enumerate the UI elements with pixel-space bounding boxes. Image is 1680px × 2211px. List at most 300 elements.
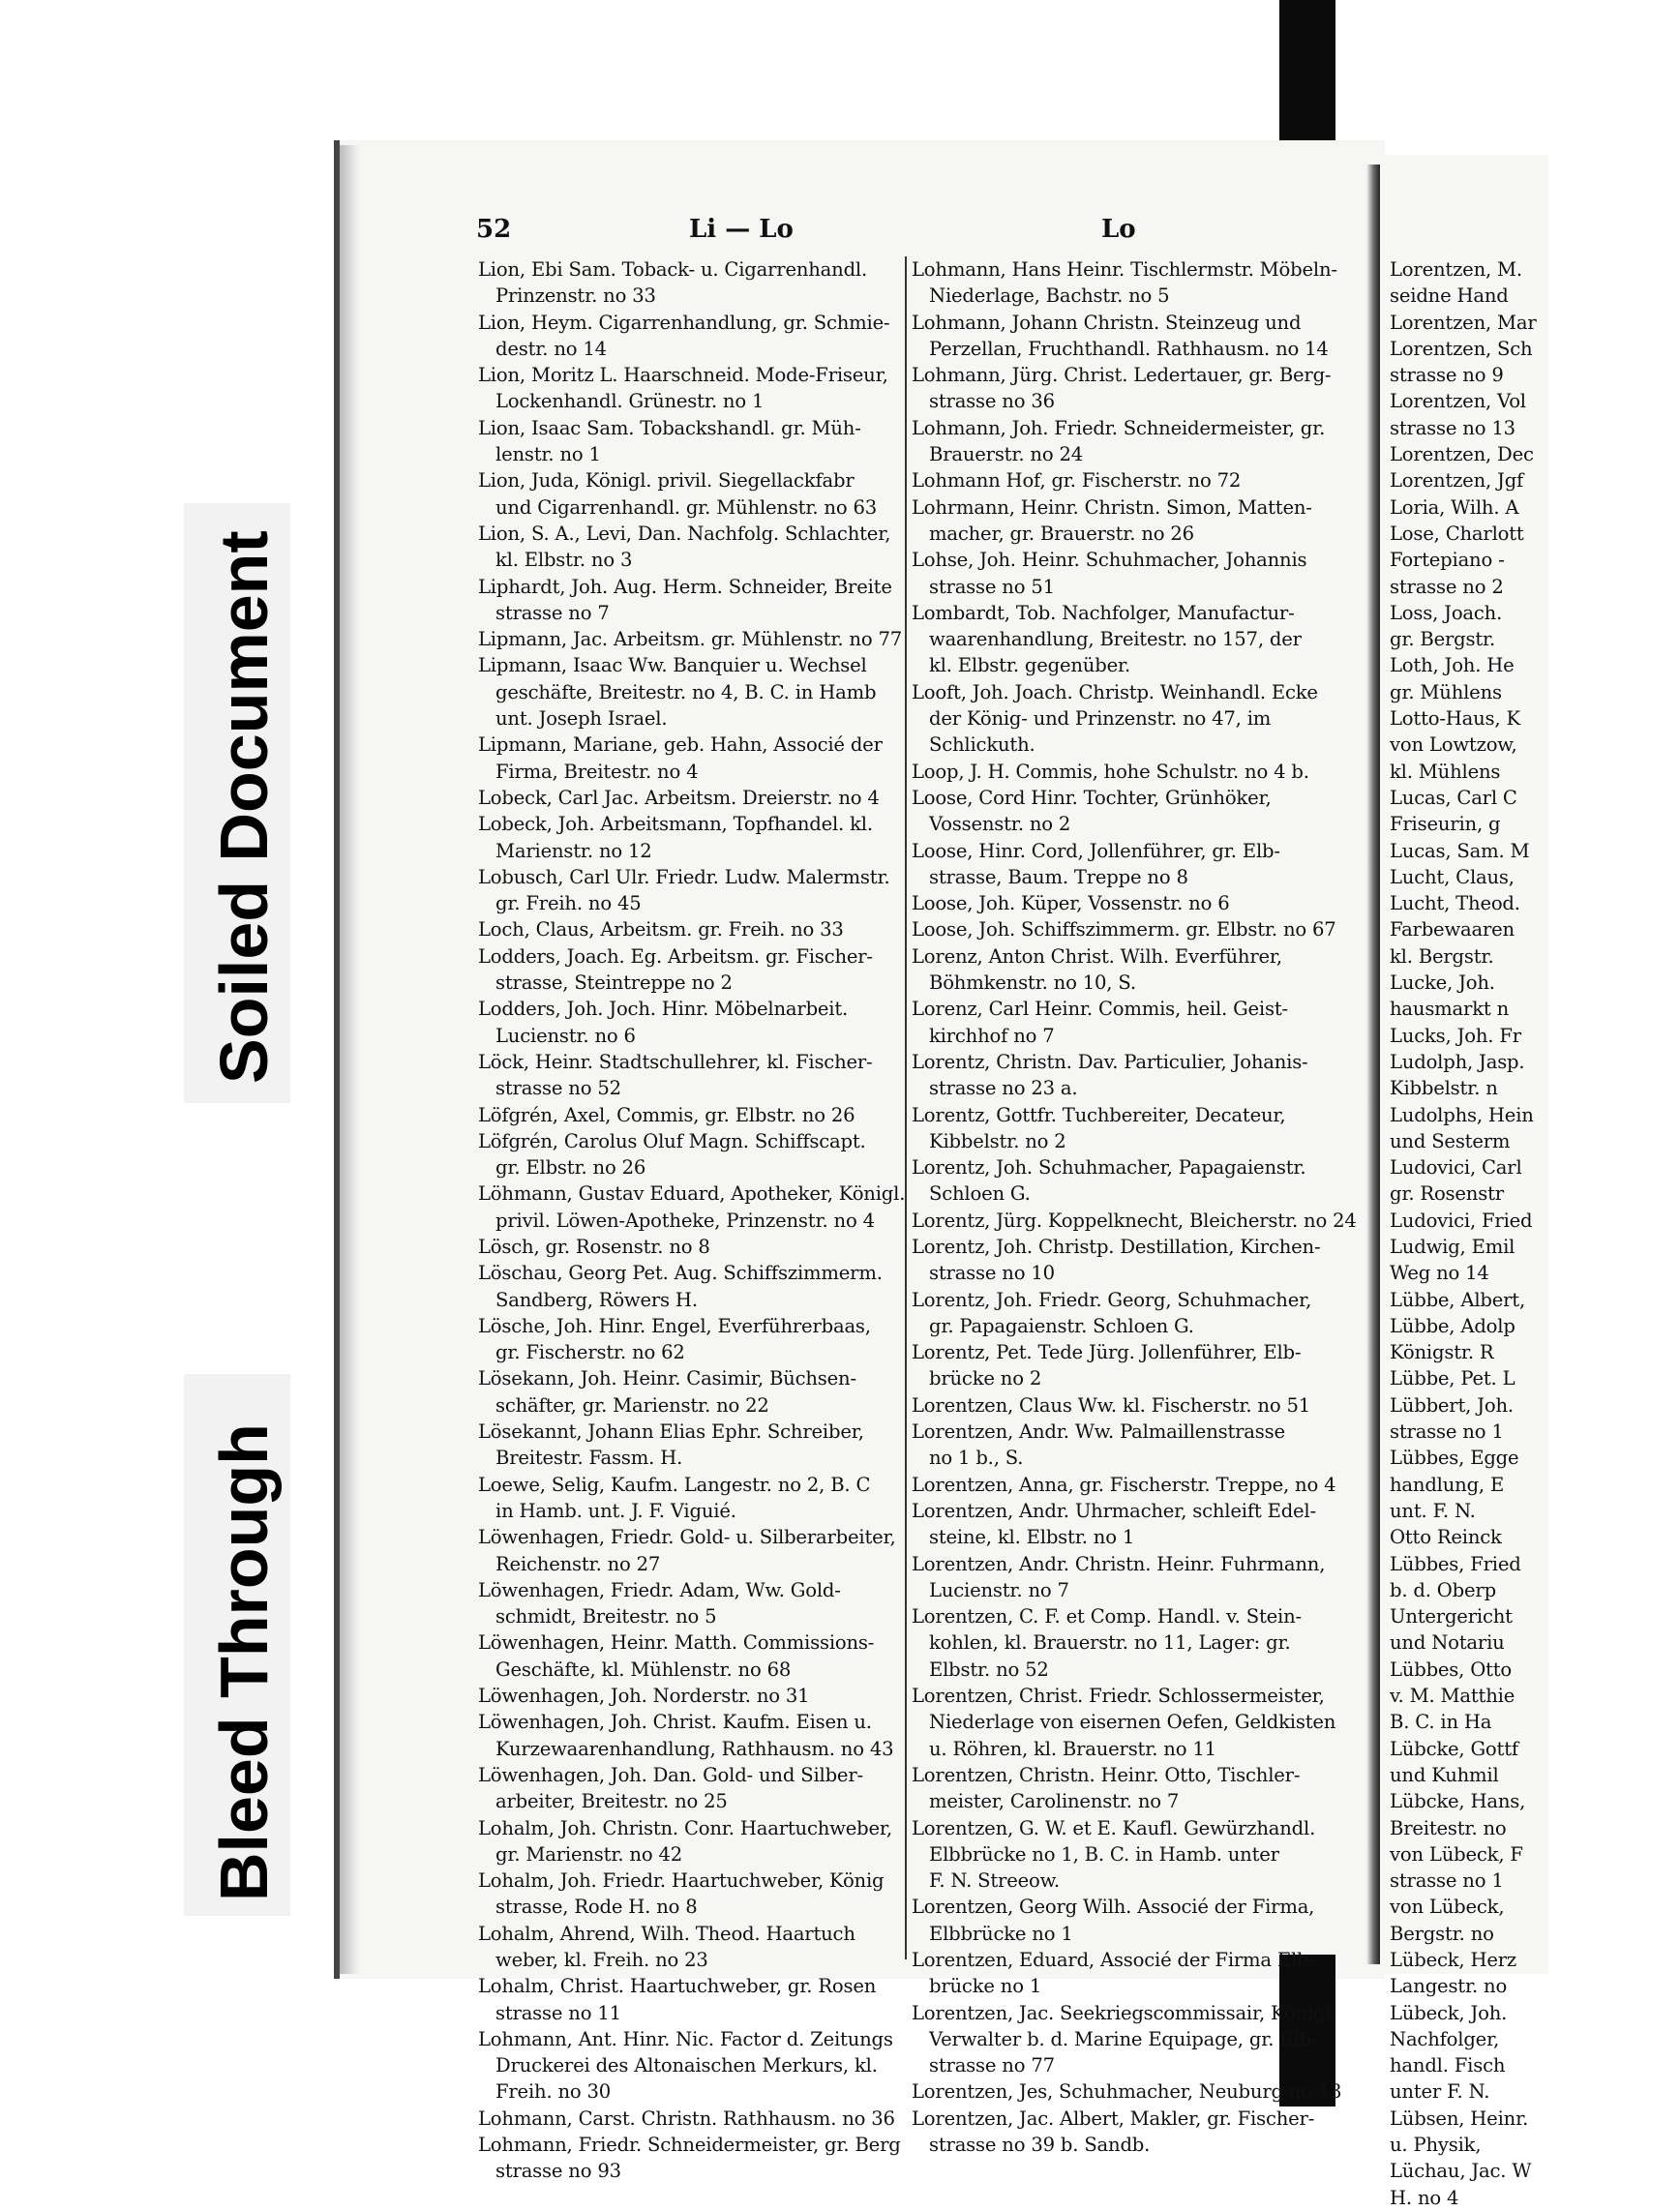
entry-name-line: Lohmann, Johann Christn. Steinzeug und [912, 311, 1302, 334]
partial-entry-line: gr. Bergstr. [1390, 628, 1496, 651]
bleed-through-note: Bleed Through [206, 1423, 282, 1901]
entry-name-line: Lion, Moritz L. Haarschneid. Mode-Friseur, [478, 364, 888, 387]
entry-name-line: Löck, Heinr. Stadtschullehrer, kl. Fischer- [478, 1050, 873, 1073]
entry-continuation-line: gr. Marienstr. no 42 [495, 1842, 682, 1866]
directory-entry [478, 1709, 900, 1762]
directory-entry [478, 1128, 900, 1181]
entry-name-line: Lombardt, Tob. Nachfolger, Manufactur- [912, 601, 1295, 624]
partial-entry-line: und Sesterm [1390, 1129, 1511, 1152]
entry-continuation-line: u. Röhren, kl. Brauerstr. no 11 [929, 1737, 1216, 1760]
entry-continuation-line: strasse no 11 [495, 2001, 621, 2024]
entry-continuation-line: Verwalter b. d. Marine Equipage, gr. Elb- [929, 2027, 1318, 2050]
partial-entry-line: Lübbes, Otto [1390, 1658, 1513, 1681]
partial-entry-line: Kibbelstr. n [1390, 1077, 1498, 1100]
partial-entry-line: Fortepiano - [1390, 549, 1505, 572]
entry-name-line: Lion, S. A., Levi, Dan. Nachfolg. Schlachter, [478, 522, 891, 545]
entry-continuation-line: strasse no 36 [929, 390, 1055, 413]
entry-continuation-line: strasse no 51 [929, 575, 1055, 598]
directory-entry [912, 547, 1345, 600]
partial-entry-line: handl. Fisch [1390, 2054, 1506, 2077]
directory-entry [912, 2000, 1345, 2079]
directory-entry [478, 916, 900, 942]
entry-continuation-line: F. N. Streeow. [929, 1869, 1060, 1893]
column-letters-header: Lo [1101, 215, 1136, 244]
partial-entry-line: Lotto-Haus, K [1390, 707, 1520, 731]
directory-entry [912, 1208, 1357, 1234]
entry-continuation-line: kohlen, kl. Brauerstr. no 11, Lager: gr. [929, 1631, 1291, 1655]
entry-continuation-line: gr. Elbstr. no 26 [495, 1156, 646, 1180]
entry-name-line: Lodders, Joach. Eg. Arbeitsm. gr. Fischer- [478, 944, 873, 968]
partial-entry-line: unter F. N. [1390, 2080, 1490, 2104]
entry-continuation-line: Böhmkenstr. no 10, S. [929, 971, 1136, 995]
entry-continuation-line: Prinzenstr. no 33 [495, 284, 656, 308]
directory-entry [912, 916, 1345, 942]
entry-continuation-line: Vossenstr. no 2 [929, 813, 1071, 836]
entry-name-line: Löhmann, Gustav Eduard, Apotheker, Königl. [478, 1182, 906, 1206]
entry-continuation-line: privil. Löwen-Apotheke, Prinzenstr. no 4 [495, 1209, 875, 1232]
entry-continuation-line: Niederlage, Bachstr. no 5 [929, 284, 1170, 308]
entry-continuation-line: in Hamb. unt. J. F. Viguié. [495, 1499, 736, 1522]
directory-entry [912, 494, 1345, 548]
directory-entry [478, 1049, 900, 1102]
entry-continuation-line: kl. Elbstr. no 3 [495, 549, 633, 572]
partial-entry-line: Bergstr. no [1390, 1922, 1494, 1945]
directory-entry [912, 1603, 1345, 1683]
directory-entry [478, 2132, 900, 2185]
entry-continuation-line: Brauerstr. no 24 [929, 443, 1084, 466]
entry-name-line: Lipmann, Mariane, geb. Hahn, Associé der [478, 733, 883, 757]
scan-edge-bar [1279, 0, 1335, 160]
entry-name-line: Lion, Juda, Königl. privil. Siegellackfabr [478, 469, 855, 493]
entry-continuation-line: Lockenhandl. Grünestr. no 1 [495, 390, 765, 413]
entry-continuation-line: der König- und Prinzenstr. no 47, im [929, 707, 1272, 731]
entry-name-line: Löwenhagen, Friedr. Adam, Ww. Gold- [478, 1578, 841, 1601]
entry-name-line: Lorenz, Carl Heinr. Commis, heil. Geist- [912, 998, 1288, 1021]
entry-continuation-line: Kurzewaarenhandlung, Rathhausm. no 43 [495, 1737, 894, 1760]
partial-entry-line: Lose, Charlott [1390, 522, 1524, 545]
entry-continuation-line: brücke no 2 [929, 1367, 1042, 1390]
entry-continuation-line: arbeiter, Breitestr. no 25 [495, 1790, 728, 1813]
partial-entry-line: kl. Bergstr. [1390, 944, 1494, 968]
directory-entry [912, 2078, 1345, 2105]
directory-entry [912, 1551, 1345, 1604]
partial-entry-line: Weg no 14 [1390, 1262, 1489, 1285]
directory-entry [478, 521, 900, 574]
partial-entry-line: strasse no 9 [1390, 364, 1504, 387]
directory-column-partial [1390, 256, 1680, 2211]
partial-entry-line: Lüchau, Jac. W [1390, 2160, 1532, 2183]
entry-continuation-line: Freih. no 30 [495, 2080, 612, 2104]
partial-entry-line: Lucht, Theod. [1390, 892, 1520, 915]
partial-entry-line: Nachfolger, [1390, 2027, 1500, 2050]
entry-name-line: Lion, Heym. Cigarrenhandlung, gr. Schmie- [478, 311, 890, 334]
directory-entry [912, 2106, 1345, 2159]
directory-entry [912, 1894, 1345, 1947]
partial-entry-line: Untergericht [1390, 1605, 1513, 1628]
directory-entry [478, 1260, 900, 1313]
entry-continuation-line: destr. no 14 [495, 337, 607, 360]
entry-name-line: Löwenhagen, Heinr. Matth. Commissions- [478, 1631, 875, 1655]
column-divider [905, 256, 907, 1959]
entry-name-line: Lohmann, Jürg. Christ. Ledertauer, gr. Berg- [912, 364, 1332, 387]
directory-entry [912, 679, 1345, 759]
entry-continuation-line: no 1 b., S. [929, 1447, 1024, 1470]
entry-continuation-line: weber, kl. Freih. no 23 [495, 1949, 708, 1971]
entry-continuation-line: Elbbrücke no 1, B. C. in Hamb. unter [929, 1842, 1279, 1866]
entry-name-line: Lohmann, Ant. Hinr. Nic. Factor d. Zeitungs [478, 2027, 893, 2050]
entry-name-line: Löschau, Georg Pet. Aug. Schiffszimmerm. [478, 1262, 883, 1285]
entry-continuation-line: strasse, Baum. Treppe no 8 [929, 865, 1188, 888]
entry-name-line: Lorentzen, Andr. Ww. Palmaillenstrasse [912, 1420, 1285, 1444]
partial-entry-line: Ludovici, Fried [1390, 1209, 1533, 1232]
directory-entry [478, 310, 900, 363]
entry-continuation-line: strasse no 23 a. [929, 1077, 1078, 1100]
entry-name-line: Loose, Joh. Schiffszimmerm. gr. Elbstr. no 67 [912, 918, 1336, 941]
partial-entry-line: B. C. in Ha [1390, 1711, 1492, 1734]
directory-entry [912, 1419, 1345, 1472]
entry-name-line: Lohrmann, Heinr. Christn. Simon, Matten- [912, 495, 1312, 519]
directory-entry [912, 996, 1345, 1049]
entry-name-line: Lorentzen, Andr. Christn. Heinr. Fuhrmann, [912, 1552, 1326, 1575]
entry-continuation-line: Perzellan, Fruchthandl. Rathhausm. no 14 [929, 337, 1329, 360]
entry-continuation-line: Marienstr. no 12 [495, 839, 652, 862]
directory-entry [478, 1180, 906, 1234]
directory-entry [912, 1815, 1345, 1895]
entry-name-line: Loose, Hinr. Cord, Jollenführer, gr. Elb- [912, 839, 1280, 862]
partial-entry-line: Lorentzen, Dec [1390, 443, 1534, 466]
entry-name-line: Lösch, gr. Rosenstr. no 8 [478, 1235, 710, 1258]
directory-entry [478, 1234, 900, 1260]
directory-entry [912, 256, 1345, 310]
partial-entry-line: Lorentzen, M. [1390, 258, 1522, 281]
directory-entry [912, 1154, 1345, 1208]
directory-entry [912, 1498, 1345, 1551]
entry-continuation-line: schmidt, Breitestr. no 5 [495, 1605, 717, 1628]
directory-entry [912, 1102, 1345, 1155]
partial-entry-line: Lübbes, Fried [1390, 1552, 1521, 1575]
partial-entry-line: Langestr. no [1390, 1975, 1508, 1998]
partial-entry-line: Lübbert, Joh. [1390, 1393, 1514, 1417]
directory-entry [478, 256, 900, 310]
entry-name-line: Lohmann, Friedr. Schneidermeister, gr. Berg [478, 2134, 901, 2157]
directory-entry [912, 1472, 1345, 1498]
entry-name-line: Lipmann, Isaac Ww. Banquier u. Wechsel [478, 654, 867, 677]
directory-entry [478, 1683, 900, 1709]
entry-name-line: Lorenz, Anton Christ. Wilh. Everführer, [912, 944, 1282, 968]
directory-entry [912, 838, 1345, 891]
entry-name-line: Lohalm, Joh. Christn. Conr. Haartuchweber, [478, 1816, 892, 1839]
partial-entry-line: Loth, Joh. He [1390, 654, 1515, 677]
entry-name-line: Lorentzen, Georg Wilh. Associé der Firma, [912, 1896, 1315, 1919]
entry-name-line: Lorentz, Joh. Schuhmacher, Papagaienstr. [912, 1156, 1306, 1180]
directory-entry [912, 1339, 1345, 1392]
partial-entry-line: und Notariu [1390, 1631, 1505, 1655]
soiled-document-note: Soiled Document [206, 530, 282, 1084]
entry-continuation-line: und Cigarrenhandl. gr. Mühlenstr. no 63 [495, 495, 877, 519]
directory-entry [912, 1392, 1345, 1419]
directory-entry [912, 415, 1345, 468]
entry-continuation-line: Niederlage von eisernen Oefen, Geldkisten [929, 1711, 1336, 1734]
entry-continuation-line: macher, gr. Brauerstr. no 26 [929, 522, 1194, 545]
partial-entry-line: Lübeck, Herz [1390, 1949, 1517, 1971]
directory-entry [478, 2026, 900, 2106]
entry-name-line: Lorentzen, C. F. et Comp. Handl. v. Stein- [912, 1605, 1302, 1628]
entry-continuation-line: Lucienstr. no 6 [495, 1024, 636, 1047]
entry-continuation-line: strasse no 93 [495, 2160, 621, 2183]
directory-entry [912, 467, 1345, 493]
directory-entry [912, 1683, 1345, 1762]
partial-entry-line: Lübsen, Heinr. [1390, 2106, 1529, 2130]
entry-continuation-line: gr. Freih. no 45 [495, 892, 642, 915]
directory-entry [478, 811, 900, 864]
directory-entry [478, 785, 900, 811]
entry-continuation-line: Lucienstr. no 7 [929, 1578, 1069, 1601]
entry-name-line: Lorentzen, Jac. Seekriegscommissair, Königl. [912, 2001, 1337, 2024]
directory-entry [478, 652, 900, 732]
partial-entry-line: Farbewaaren [1390, 918, 1515, 941]
entry-continuation-line: Geschäfte, kl. Mühlenstr. no 68 [495, 1658, 792, 1681]
partial-entry-line: Lübbe, Adolp [1390, 1314, 1515, 1337]
entry-continuation-line: strasse no 77 [929, 2054, 1055, 2077]
partial-entry-line: Lübcke, Gottf [1390, 1737, 1518, 1760]
partial-entry-line: Otto Reinck [1390, 1526, 1502, 1549]
directory-entry [478, 1313, 900, 1366]
book-binding [1366, 164, 1380, 1964]
directory-entry [478, 1577, 900, 1630]
partial-entry-line: Lorentzen, Mar [1390, 311, 1537, 334]
directory-entry [912, 1049, 1345, 1102]
entry-name-line: Lorentzen, Eduard, Associé der Firma Elb- [912, 1949, 1315, 1971]
entry-continuation-line: strasse no 10 [929, 1262, 1055, 1285]
page-number: 52 [476, 215, 512, 244]
entry-name-line: Lorentzen, Christ. Friedr. Schlossermeister, [912, 1685, 1325, 1708]
partial-entry-line: handlung, E [1390, 1473, 1505, 1496]
entry-name-line: Loewe, Selig, Kaufm. Langestr. no 2, B. C [478, 1473, 871, 1496]
directory-column-left [478, 256, 906, 2185]
partial-entry-line: v. M. Matthie [1390, 1685, 1515, 1708]
partial-entry-line: strasse no 13 [1390, 416, 1515, 439]
partial-entry-line: kl. Mühlens [1390, 760, 1501, 783]
entry-name-line: Lorentz, Jürg. Koppelknecht, Bleicherstr. no 24 [912, 1209, 1357, 1232]
directory-entry [912, 362, 1345, 415]
directory-entry [478, 1629, 900, 1683]
entry-continuation-line: meister, Carolinenstr. no 7 [929, 1790, 1180, 1813]
directory-entry [478, 1365, 900, 1419]
entry-name-line: Loose, Cord Hinr. Tochter, Grünhöker, [912, 786, 1272, 809]
entry-name-line: Lipmann, Jac. Arbeitsm. gr. Mühlenstr. no 77 [478, 628, 902, 651]
directory-entry [478, 1102, 900, 1128]
entry-continuation-line: unt. Joseph Israel. [495, 707, 668, 731]
directory-entry [912, 785, 1345, 838]
partial-entry-line: u. Physik, [1390, 2134, 1482, 2157]
entry-name-line: Löwenhagen, Joh. Dan. Gold- und Silber- [478, 1763, 863, 1786]
entry-continuation-line: steine, kl. Elbstr. no 1 [929, 1526, 1135, 1549]
entry-continuation-line: kirchhof no 7 [929, 1024, 1055, 1047]
entry-continuation-line: lenstr. no 1 [495, 443, 601, 466]
entry-name-line: Lohalm, Joh. Friedr. Haartuchweber, König [478, 1869, 885, 1893]
entry-name-line: Lösche, Joh. Hinr. Engel, Everführerbaas, [478, 1314, 871, 1337]
partial-entry-line: Lucke, Joh. [1390, 971, 1495, 995]
directory-entry [478, 415, 900, 468]
partial-entry-line: von Lübeck, [1390, 1896, 1505, 1919]
entry-name-line: Löwenhagen, Joh. Norderstr. no 31 [478, 1685, 810, 1708]
alpha-range-header: Li — Lo [689, 215, 794, 244]
entry-name-line: Löfgrén, Axel, Commis, gr. Elbstr. no 26 [478, 1103, 855, 1126]
directory-entry [478, 1815, 900, 1868]
partial-entry-line: Ludovici, Carl [1390, 1156, 1522, 1180]
partial-entry-line: Lübbe, Pet. L [1390, 1367, 1515, 1390]
partial-entry-line: Lübeck, Joh. [1390, 2001, 1508, 2024]
partial-entry-line: Ludwig, Emil [1390, 1235, 1515, 1258]
partial-entry-line: Ludolphs, Hein [1390, 1103, 1534, 1126]
directory-entry [912, 600, 1345, 679]
entry-continuation-line: strasse, Rode H. no 8 [495, 1896, 698, 1919]
entry-continuation-line: gr. Papagaienstr. Schloen G. [929, 1314, 1194, 1337]
entry-continuation-line: Kibbelstr. no 2 [929, 1129, 1066, 1152]
directory-entry [478, 1867, 900, 1921]
entry-name-line: Lorentzen, Jes, Schuhmacher, Neuburg no 13 [912, 2080, 1342, 2104]
partial-entry-line: Lorentzen, Jgf [1390, 469, 1524, 493]
entry-continuation-line: brücke no 1 [929, 1975, 1042, 1998]
partial-entry-line: Lucks, Joh. Fr [1390, 1024, 1521, 1047]
entry-continuation-line: strasse, Steintreppe no 2 [495, 971, 733, 995]
directory-entry [478, 996, 900, 1049]
partial-entry-line: gr. Mühlens [1390, 680, 1502, 703]
directory-entry [912, 1947, 1345, 2000]
directory-entry [478, 1973, 900, 2026]
entry-name-line: Lodders, Joh. Joch. Hinr. Möbelnarbeit. [478, 998, 849, 1021]
entry-continuation-line: strasse no 39 b. Sandb. [929, 2134, 1151, 2157]
entry-name-line: Lohmann, Hans Heinr. Tischlermstr. Möbeln- [912, 258, 1337, 281]
next-page-partial [1380, 155, 1548, 2209]
entry-continuation-line: Druckerei des Altonaischen Merkurs, kl. [495, 2054, 878, 2077]
partial-entry-line: von Lübeck, F [1390, 1842, 1523, 1866]
partial-entry-line: Lucht, Claus, [1390, 865, 1515, 888]
entry-name-line: Lion, Ebi Sam. Toback- u. Cigarrenhandl. [478, 258, 868, 281]
entry-name-line: Lorentzen, Claus Ww. kl. Fischerstr. no 51 [912, 1393, 1310, 1417]
partial-entry-line: Königstr. R [1390, 1341, 1494, 1364]
entry-continuation-line: Schloen G. [929, 1182, 1031, 1206]
entry-name-line: Lorentz, Christn. Dav. Particulier, Johanis- [912, 1050, 1308, 1073]
partial-entry-line: gr. Rosenstr [1390, 1182, 1504, 1206]
entry-name-line: Looft, Joh. Joach. Christp. Weinhandl. Ecke [912, 680, 1318, 703]
partial-entry-line: Loria, Wilh. A [1390, 495, 1519, 519]
directory-entry [478, 2106, 900, 2132]
directory-entry [478, 1472, 900, 1525]
directory-entry [912, 1287, 1345, 1340]
entry-continuation-line: geschäfte, Breitestr. no 4, B. C. in Hamb [495, 680, 877, 703]
partial-entry-line: und Kuhmil [1390, 1763, 1499, 1786]
entry-name-line: Loose, Joh. Küper, Vossenstr. no 6 [912, 892, 1230, 915]
directory-entry [912, 1762, 1345, 1815]
entry-continuation-line: Schlickuth. [929, 733, 1035, 757]
partial-entry-line: Loss, Joach. [1390, 601, 1503, 624]
entry-name-line: Lohalm, Christ. Haartuchweber, gr. Rosen [478, 1975, 877, 1998]
partial-entry-line: seidne Hand [1390, 284, 1509, 308]
partial-entry-line: Lübcke, Hans, [1390, 1790, 1526, 1813]
entry-name-line: Lorentzen, Anna, gr. Fischerstr. Treppe, no 4 [912, 1473, 1336, 1496]
entry-name-line: Lösekannt, Johann Elias Ephr. Schreiber, [478, 1420, 864, 1444]
directory-entry [912, 759, 1345, 785]
entry-name-line: Lohmann, Carst. Christn. Rathhausm. no 36 [478, 2106, 895, 2130]
entry-name-line: Lorentzen, Christn. Heinr. Otto, Tischler- [912, 1763, 1301, 1786]
directory-column-right [912, 256, 1357, 2158]
partial-entry-line: strasse no 1 [1390, 1420, 1504, 1444]
partial-entry-line: strasse no 2 [1390, 575, 1504, 598]
partial-entry-line: von Lowtzow, [1390, 733, 1517, 757]
entry-continuation-line: schäfter, gr. Marienstr. no 22 [495, 1393, 769, 1417]
entry-continuation-line: Breitestr. Fassm. H. [495, 1447, 683, 1470]
entry-name-line: Lohalm, Ahrend, Wilh. Theod. Haartuch [478, 1922, 855, 1945]
partial-entry-line: Lucas, Sam. M [1390, 839, 1530, 862]
entry-name-line: Lohmann Hof, gr. Fischerstr. no 72 [912, 469, 1242, 493]
entry-continuation-line: Sandberg, Röwers H. [495, 1288, 698, 1311]
entry-continuation-line: Firma, Breitestr. no 4 [495, 760, 699, 783]
directory-entry [478, 1921, 900, 1974]
entry-continuation-line: Reichenstr. no 27 [495, 1552, 661, 1575]
entry-name-line: Lorentzen, G. W. et E. Kaufl. Gewürzhandl. [912, 1816, 1316, 1839]
partial-entry-line: Friseurin, g [1390, 813, 1501, 836]
partial-entry-line: Breitestr. no [1390, 1816, 1507, 1839]
directory-entry [912, 943, 1345, 997]
entry-name-line: Lobusch, Carl Ulr. Friedr. Ludw. Malermstr. [478, 865, 890, 888]
directory-entry [912, 890, 1345, 916]
directory-entry [912, 310, 1345, 363]
entry-continuation-line: strasse no 52 [495, 1077, 621, 1100]
directory-entry [912, 1234, 1345, 1287]
directory-entry [478, 1762, 900, 1815]
entry-name-line: Lorentzen, Jac. Albert, Makler, gr. Fischer- [912, 2106, 1315, 2130]
entry-name-line: Lorentz, Pet. Tede Jürg. Jollenführer, Elb- [912, 1341, 1302, 1364]
entry-name-line: Löfgrén, Carolus Oluf Magn. Schiffscapt. [478, 1129, 866, 1152]
entry-name-line: Löwenhagen, Joh. Christ. Kaufm. Eisen u. [478, 1711, 872, 1734]
entry-name-line: Lion, Isaac Sam. Tobackshandl. gr. Müh- [478, 416, 861, 439]
entry-name-line: Loch, Claus, Arbeitsm. gr. Freih. no 33 [478, 918, 844, 941]
entry-name-line: Lohse, Joh. Heinr. Schuhmacher, Johannis [912, 549, 1307, 572]
entry-name-line: Lohmann, Joh. Friedr. Schneidermeister, gr. [912, 416, 1326, 439]
partial-entry-line: Lübbes, Egge [1390, 1447, 1519, 1470]
entry-name-line: Liphardt, Joh. Aug. Herm. Schneider, Breite [478, 575, 892, 598]
entry-continuation-line: Elbstr. no 52 [929, 1658, 1049, 1681]
entry-name-line: Lorentz, Joh. Christp. Destillation, Kirchen- [912, 1235, 1321, 1258]
entry-name-line: Lorentz, Joh. Friedr. Georg, Schuhmacher, [912, 1288, 1312, 1311]
partial-entry-line: b. d. Oberp [1390, 1578, 1496, 1601]
entry-name-line: Loop, J. H. Commis, hohe Schulstr. no 4 b. [912, 760, 1309, 783]
entry-continuation-line: waarenhandlung, Breitestr. no 157, der [929, 628, 1302, 651]
entry-name-line: Löwenhagen, Friedr. Gold- u. Silberarbeiter, [478, 1526, 896, 1549]
directory-entry [478, 732, 900, 785]
entry-continuation-line: kl. Elbstr. gegenüber. [929, 654, 1131, 677]
partial-entry-line: Lorentzen, Vol [1390, 390, 1526, 413]
entry-name-line: Lorentz, Gottfr. Tuchbereiter, Decateur, [912, 1103, 1286, 1126]
entry-continuation-line: Elbbrücke no 1 [929, 1922, 1073, 1945]
directory-entry [478, 362, 900, 415]
directory-entry [478, 1524, 900, 1577]
entry-continuation-line: gr. Fischerstr. no 62 [495, 1341, 685, 1364]
entry-continuation-line: strasse no 7 [495, 601, 610, 624]
directory-entry [478, 1419, 900, 1472]
directory-entry [478, 943, 900, 997]
entry-name-line: Lösekann, Joh. Heinr. Casimir, Büchsen- [478, 1367, 856, 1390]
entry-name-line: Lorentzen, Andr. Uhrmacher, schleift Edel- [912, 1499, 1316, 1522]
entry-name-line: Lobeck, Carl Jac. Arbeitsm. Dreierstr. no 4 [478, 786, 880, 809]
directory-entry [478, 864, 900, 917]
partial-entry-line: H. no 4 [1390, 2186, 1459, 2209]
partial-entry-line: strasse no 1 [1390, 1869, 1504, 1893]
partial-entry-line: unt. F. N. [1390, 1499, 1476, 1522]
partial-entry-line: hausmarkt n [1390, 998, 1509, 1021]
partial-entry-line: Ludolph, Jasp. [1390, 1050, 1525, 1073]
